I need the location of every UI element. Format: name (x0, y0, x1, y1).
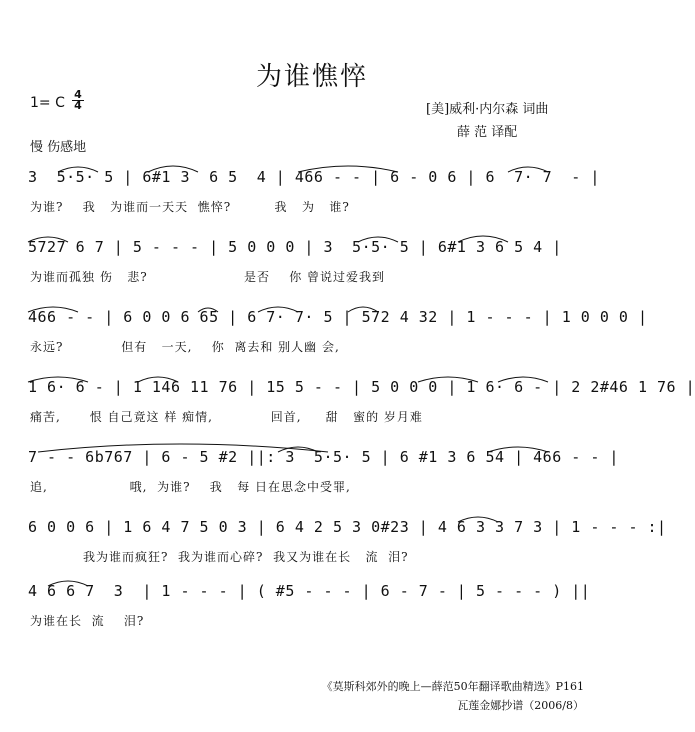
score-row-7 (28, 582, 600, 642)
source-citation: 《莫斯科郊外的晚上—薛范50年翻译歌曲精选》P161 (321, 680, 584, 693)
notation-line: 3 5·5· 5 | 6#1 3 6 5 4 | 466 - - | 6 - 0 6 | 6 7· 7 - | (28, 168, 600, 186)
lyrics-line: 我为谁而疯狂? 我为谁而心碎? 我又为谁在长 流 泪? (30, 550, 409, 564)
lyrics-line: 永远? 但有 一天, 你 离去和 别人幽 会, (30, 340, 350, 354)
notation-line: 4 6 6 7 3 | 1 - - - | ( #5 - - - | 6 - 7 - | 5 - - - ) || (28, 582, 591, 600)
meter-bottom: 4 (72, 100, 84, 111)
notation-line: 5727 6 7 | 5 - - - | 5 0 0 0 | 3 5·5· 5 | 6#1 3 6 5 4 | (28, 238, 562, 256)
lyrics-line: 痛苦, 恨 自己竟这 样 痴情, 回首, 甜 蜜的 岁月难 (30, 410, 423, 424)
song-title: 为谁憔悴 (255, 62, 368, 92)
transcriber-note: 瓦莲金娜抄谱（2006/8） (457, 699, 584, 712)
lyrics-line: 为谁在长 流 泪? (30, 614, 145, 628)
lyrics-line: 为谁而孤独 伤 悲? 是否 你 曾说过爱我到 (30, 270, 386, 284)
notation-line: 466 - - | 6 0 0 6 65 | 6 7· 7· 5 | 572 4 32 | 1 - - - | 1 0 0 0 | (28, 308, 648, 326)
composer-credit: [美]威利·内尔森 词曲 (426, 102, 549, 117)
translator-credit: 薛 范 译配 (457, 125, 518, 140)
score-row-1 (28, 168, 600, 228)
score-row-2 (28, 238, 600, 298)
score-row-3 (28, 308, 648, 368)
score-row-6 (28, 518, 667, 578)
score-row-4 (28, 378, 695, 438)
lyrics-line: 为谁? 我 为谁而一天天 憔悴? 我 为 谁? (30, 200, 350, 214)
tempo-marking: 慢 伤感地 (30, 140, 87, 155)
notation-line: 6 0 0 6 | 1 6 4 7 5 0 3 | 6 4 2 5 3 0#23 | 4 6 3 3 7 3 | 1 - - - :| (28, 518, 667, 536)
lyrics-line: 追, 哦, 为谁? 我 每 日在思念中受罪, (30, 480, 351, 494)
time-signature (72, 90, 84, 111)
score-row-5 (28, 448, 619, 508)
key-signature: 1= C (30, 95, 65, 111)
meter-top: 4 (74, 88, 82, 101)
notation-line: 7 - - 6b767 | 6 - 5 #2 ||: 3 5·5· 5 | 6 #1 3 6 54 | 466 - - | (28, 448, 619, 466)
notation-line: 1 6· 6 - | 1 146 11 76 | 15 5 - - | 5 0 0 0 | 1 6· 6 - | 2 2#46 1 76 | (28, 378, 695, 396)
